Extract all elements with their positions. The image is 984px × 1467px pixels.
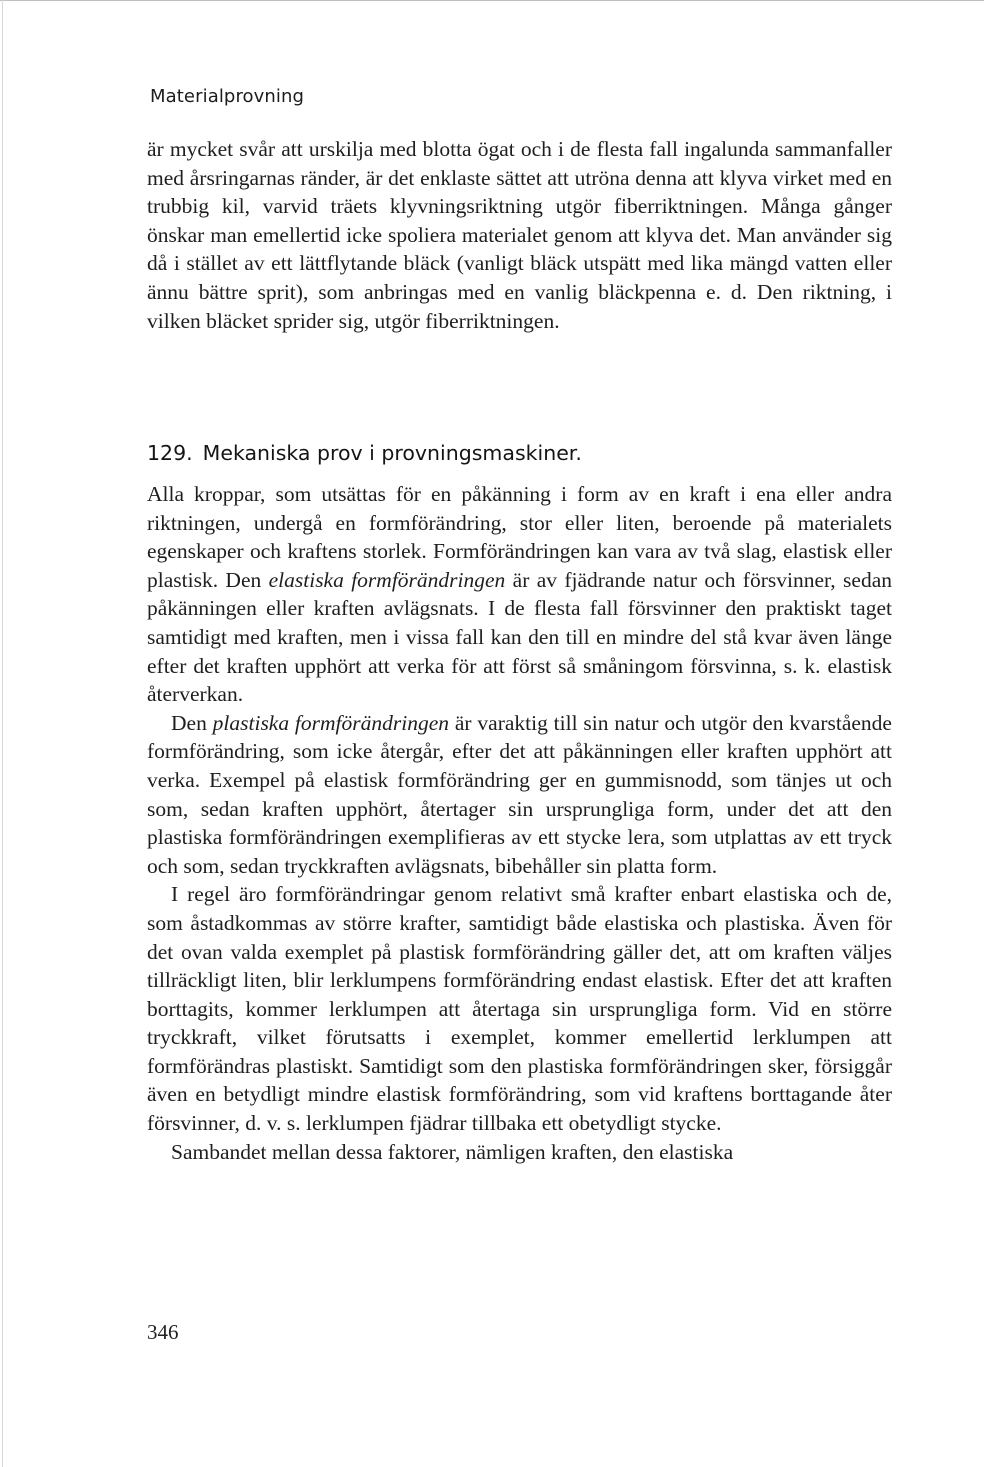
paragraph-1-part-2: är av fjädrande natur och försvinner, sedan påkänningen eller kraften avlägsnats. I de flesta fall försvinner den praktiskt taget samtidigt med kraften, men i vissa fall kan den till en mindre del stå kvar även länge efter det kraften upphört att verka för att först så småningom försvinna, s. k. elastisk återverkan. [147, 567, 892, 707]
running-head: Materialprovning [150, 86, 305, 107]
page-edge-left [2, 0, 3, 1467]
paragraph-4: Sambandet mellan dessa faktorer, nämligen kraften, den elastiska [171, 1139, 734, 1164]
paragraph-1-emphasis: elastiska formförändringen [268, 567, 506, 592]
intro-paragraph: är mycket svår att urskilja med blotta ögat och i de flesta fall ingalunda sammanfaller med årsringarnas ränder, är det enklaste sättet att utröna denna att klyva virket med en trubbig kil, varvid träets klyvningsriktning utgör fiberriktningen. Många gånger önskar man emellertid icke spoliera materialet genom att klyva det. Man använder sig då i stället av ett lättflytande bläck (vanligt bläck utspätt med lika mängd vatten eller ännu bättre sprit), som anbringas med en vanlig bläckpenna e. d. Den riktning, i vilken bläcket sprider sig, utgör fiberriktningen. [147, 137, 892, 333]
section-title: Mekaniska prov i provningsmaskiner. [202, 441, 582, 465]
paragraph-1-part-1: Alla kroppar, som utsättas för en påkänning i form av en kraft i ena eller andra riktningen, undergå en formförändring, stor eller liten, beroende på materialets egenskaper och kraftens storlek. Formförändringen kan vara av två slag, elastisk eller plastisk. Den [147, 482, 892, 592]
section-heading [147, 441, 582, 465]
intro-text-block [147, 135, 892, 335]
paragraph-2 [147, 709, 892, 881]
section-number: 129. [147, 441, 193, 465]
paragraph-2-part-2: är varaktig till sin natur och utgör den kvarstående formförändring, som icke återgår, efter det att påkänningen eller kraften upphört att verka. Exempel på elastisk formförändring ger en gummisnodd, som tänjes ut och som, sedan kraften upphört, återtager sin ursprungliga form, under det att den plastiska formförändringen exemplifieras av ett stycke lera, som utplattas av ett tryck och som, sedan tryckkraften avlägsnats, bibehåller sin platta form. [147, 710, 892, 878]
paragraph-2-emphasis: plastiska formförändringen [212, 710, 450, 735]
paragraph-1 [147, 480, 892, 709]
paragraph-3: I regel äro formförändringar genom relativt små krafter enbart elastiska och de, som åstadkommas av större krafter, samtidigt både elastiska och plastiska. Även för det ovan valda exemplet på plastisk formförändring gäller det, att om kraften väljes tillräckligt liten, blir lerklumpens formförändring endast elastisk. Efter det att kraften borttagits, kommer lerklumpen att återtaga sin ursprungliga form. Vid en större tryckkraft, vilket förutsatts i exemplet, kommer emellertid lerklumpen att formförändras plastiskt. Samtidigt som den plastiska formförändringen sker, försiggår även en betydligt mindre elastisk formförändring, som vid kraftens borttagande åter försvinner, d. v. s. lerklumpen fjädrar tillbaka ett obetydligt stycke. [147, 882, 892, 1136]
page-edge-top [0, 0, 984, 1]
page-number: 346 [147, 1320, 179, 1344]
paragraph-2-part-1: Den [171, 710, 213, 735]
main-text-block [147, 480, 892, 1166]
